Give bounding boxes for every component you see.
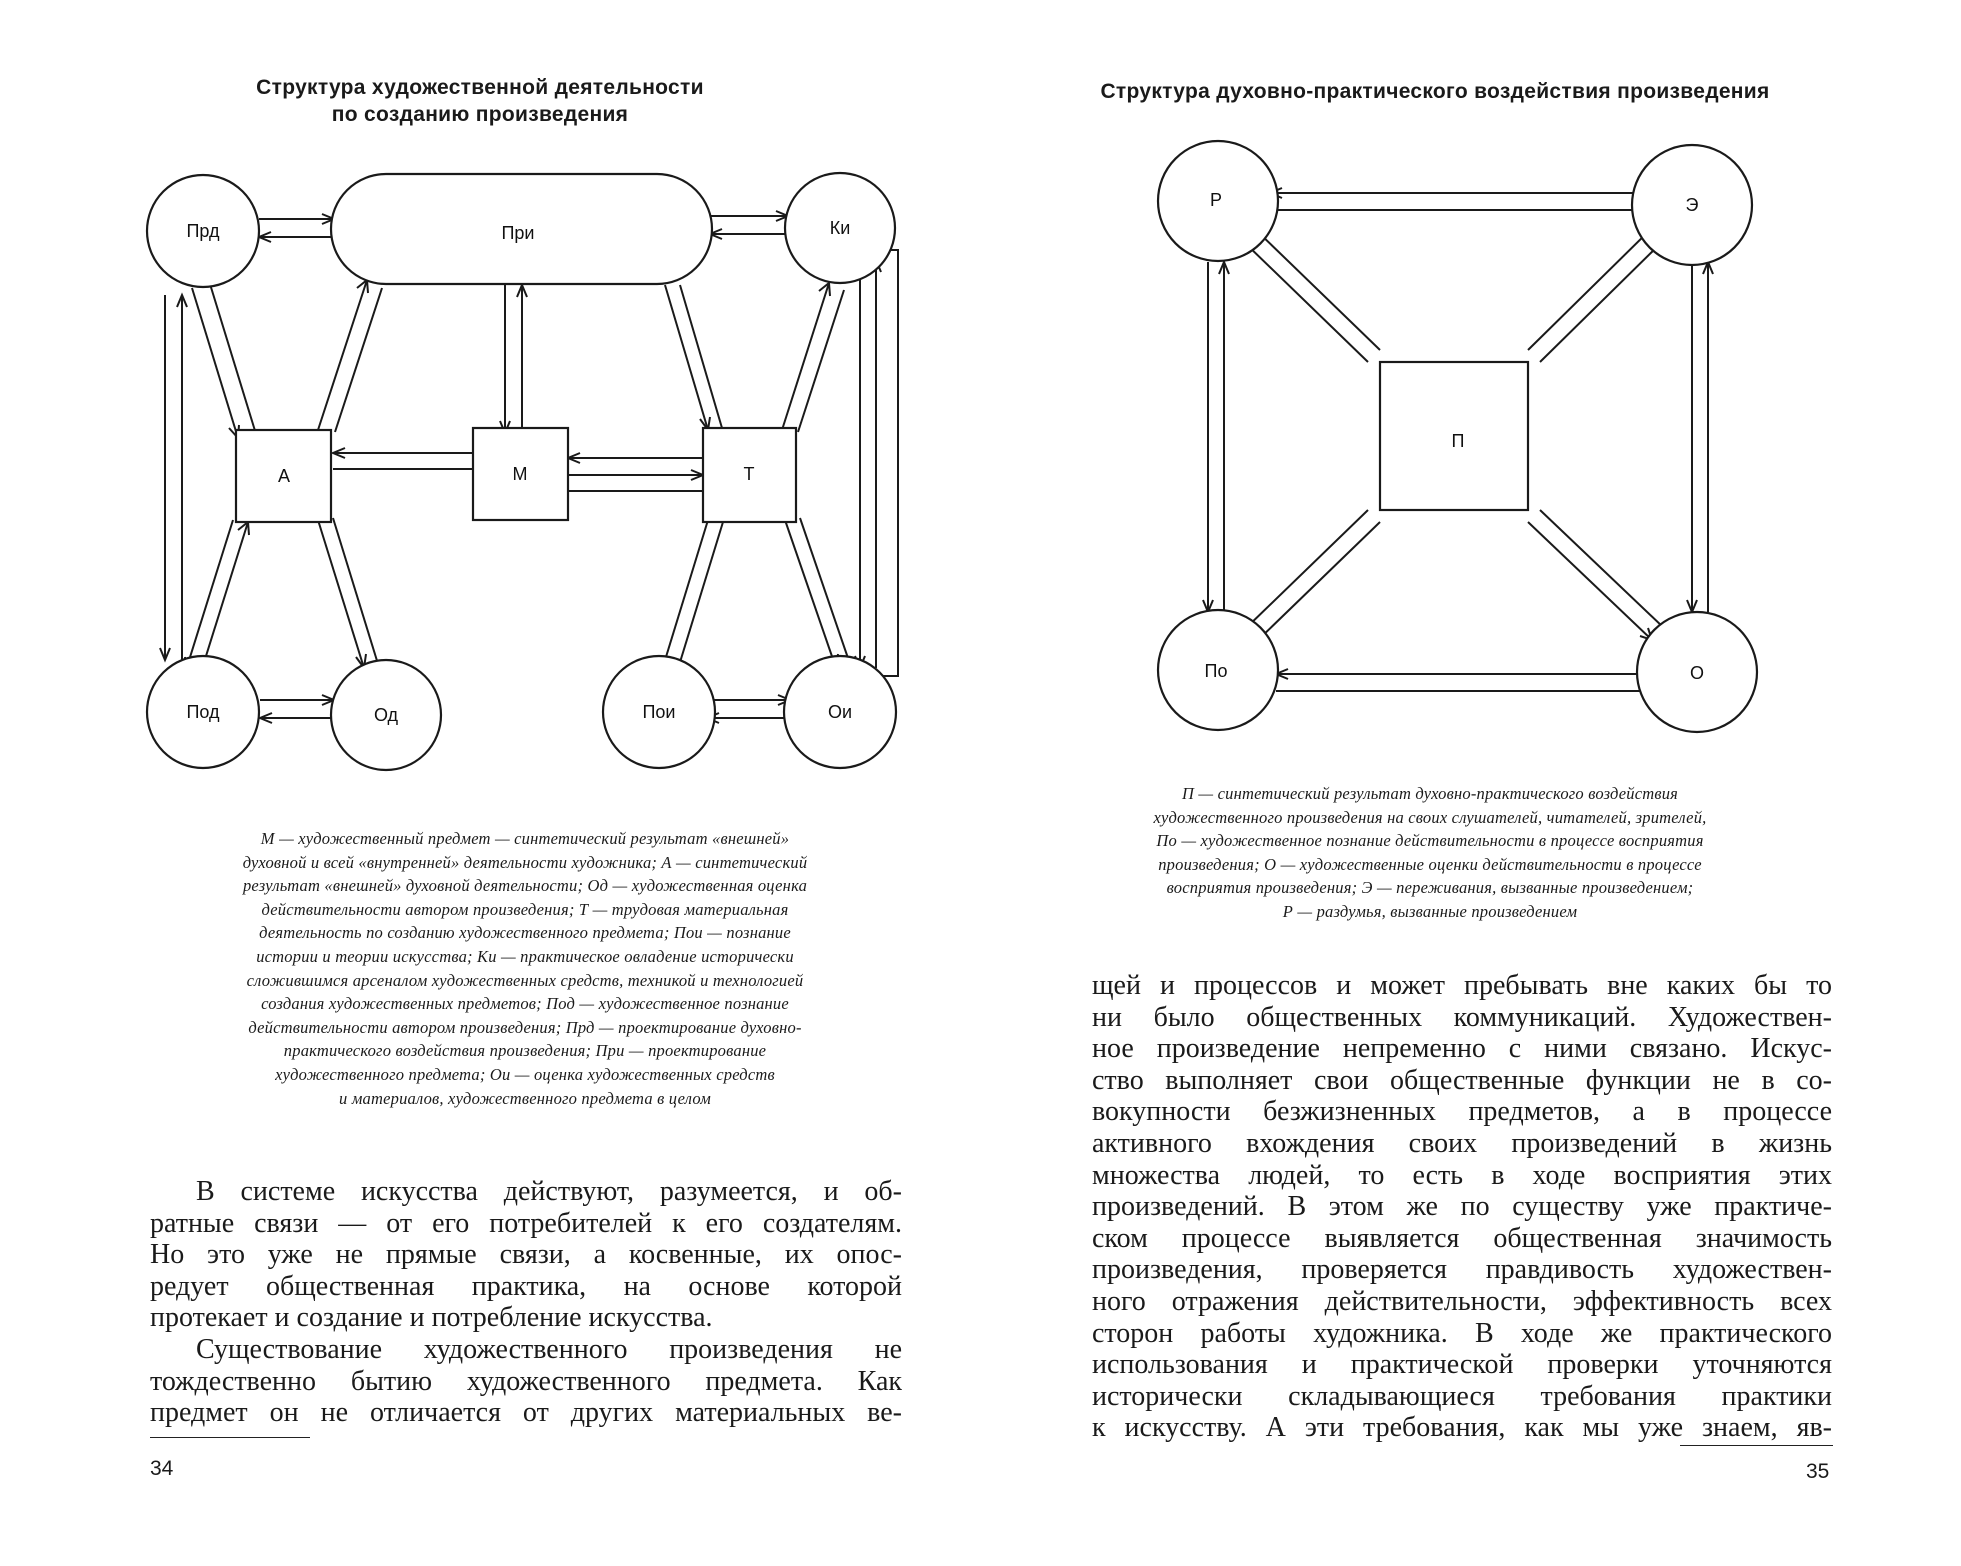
right-body-line: сторон работы художника. В ходе же практического	[1092, 1317, 1832, 1349]
label-po: По	[1204, 661, 1228, 681]
right-page-number: 35	[1806, 1460, 1830, 1483]
left-caption-line: результат «внешней» духовной деятельности; Од — художественная оценка	[242, 876, 808, 896]
label-e: Э	[1685, 195, 1699, 215]
left-caption-line: истории и теории искусства; Ки — практическое овладение исторически	[256, 946, 794, 966]
right-caption-line: художественного произведения на своих слушателей, читателей, зрителей,	[1153, 807, 1707, 827]
right-diagram-labels	[1205, 190, 1704, 683]
left-caption-line: художественного предмета; Ои — оценка художественных средств	[275, 1064, 775, 1084]
left-caption-line: практического воздействия произведения; При — проектирование	[283, 1041, 767, 1061]
right-caption-line: Р — раздумья, вызванные произведением	[1282, 901, 1578, 921]
right-body-line: вокупности безжизненных предметов, а в процессе	[1092, 1096, 1832, 1128]
right-caption-line: П — синтетический результат духовно-практического воздействия	[1181, 784, 1679, 803]
right-body-line: активного вхождения своих произведений в жизнь	[1092, 1127, 1832, 1159]
label-r: Р	[1209, 190, 1223, 210]
right-caption-line: произведения; О — художественные оценки действительности в процессе	[1158, 854, 1702, 874]
left-body-line: тождественно бытию художественного предмета. Как	[150, 1365, 902, 1397]
right-diagram-caption	[1080, 782, 1780, 924]
right-body-line: к искусству. А эти требования, как мы уже знаем, яв-	[1092, 1412, 1832, 1444]
left-caption-line: и материалов, художественного предмета в целом	[339, 1088, 711, 1108]
left-caption-line: духовной и всей «внутренней» деятельности художника; А — синтетический	[242, 852, 808, 872]
left-caption-line: М — художественный предмет — синтетический результат «внешней»	[260, 829, 790, 848]
label-m: М	[512, 464, 528, 484]
left-body-line: В системе искусства действуют, разумеется, и об-	[196, 1176, 902, 1207]
right-caption-line: По — художественное познание действительности в процессе восприятия	[1156, 831, 1704, 851]
right-body-text	[1092, 970, 1832, 1444]
label-t: Т	[743, 464, 755, 484]
left-body-line: предмет он не отличается от других материальных ве-	[150, 1397, 902, 1429]
label-prd: Прд	[186, 221, 220, 241]
left-body-line: редует общественная практика, на основе которой	[150, 1270, 902, 1302]
label-poi: Пои	[642, 702, 676, 722]
left-page	[0, 0, 980, 1566]
left-caption-line: создания художественных предметов; Под — художественное познание	[261, 994, 789, 1014]
label-o: О	[1689, 663, 1705, 683]
right-body-line: множества людей, то есть в ходе восприятия этих	[1092, 1159, 1832, 1191]
right-diagram-title: Структура духовно-практического воздействия произведения	[1100, 80, 1770, 103]
left-diagram	[0, 0, 980, 800]
left-body-line: ратные связи — от его потребителей к его создателям.	[150, 1207, 902, 1239]
right-caption-line: восприятия произведения; Э — переживания, вызванные произведением;	[1166, 878, 1694, 898]
label-p: П	[1451, 431, 1465, 451]
right-footnote-rule	[1680, 1445, 1833, 1446]
right-body-line: щей и процессов и может пребывать вне каких бы то	[1092, 970, 1832, 1001]
right-body-line: ное произведение непременно с ними связано. Искус-	[1092, 1033, 1832, 1065]
label-pri: При	[501, 223, 535, 243]
left-footnote-rule	[150, 1437, 310, 1438]
right-body-line: ство выполняет свои общественные функции не в со-	[1092, 1064, 1832, 1096]
left-body-line: Существование художественного произведения не	[196, 1333, 902, 1365]
label-oi: Ои	[827, 702, 853, 722]
left-page-number: 34	[150, 1457, 174, 1480]
left-title-line-2: по созданию произведения	[331, 103, 629, 126]
right-page	[980, 0, 1961, 1566]
right-body-line: ни было общественных коммуникаций. Художествен-	[1092, 1001, 1832, 1033]
right-diagram	[980, 0, 1961, 760]
left-caption-line: сложившимся арсеналом художественных средств, техникой и технологией	[246, 970, 804, 990]
left-caption-line: действительности автором произведения; Прд — проектирование духовно-	[248, 1017, 802, 1037]
label-pod: Под	[186, 702, 220, 722]
left-body-text	[150, 1176, 902, 1429]
left-caption-line: действительности автором произведения; Т — трудовая материальная	[261, 899, 789, 919]
left-body-line: Но это уже не прямые связи, а косвенные, их опос-	[150, 1239, 902, 1271]
left-diagram-caption	[150, 827, 900, 1110]
right-body-line: использования и практической проверки уточняются	[1092, 1349, 1832, 1381]
right-body-line: исторически складывающиеся требования практики	[1092, 1380, 1832, 1412]
right-body-line: ском процессе выявляется общественная значимость	[1092, 1222, 1832, 1254]
right-body-line: произведения, проверяется правдивость художествен-	[1092, 1254, 1832, 1286]
label-a: А	[277, 466, 291, 486]
right-body-line: произведений. В этом же по существу уже практиче-	[1092, 1191, 1832, 1223]
left-title-line-1: Структура художественной деятельности	[256, 76, 704, 99]
label-ki: Ки	[829, 218, 851, 238]
label-od: Од	[373, 705, 399, 725]
right-body-line: ного отражения действительности, эффективность всех	[1092, 1285, 1832, 1317]
left-caption-line: деятельность по созданию художественного предмета; Пои — познание	[259, 923, 791, 943]
left-body-line: протекает и создание и потребление искусства.	[150, 1302, 713, 1334]
